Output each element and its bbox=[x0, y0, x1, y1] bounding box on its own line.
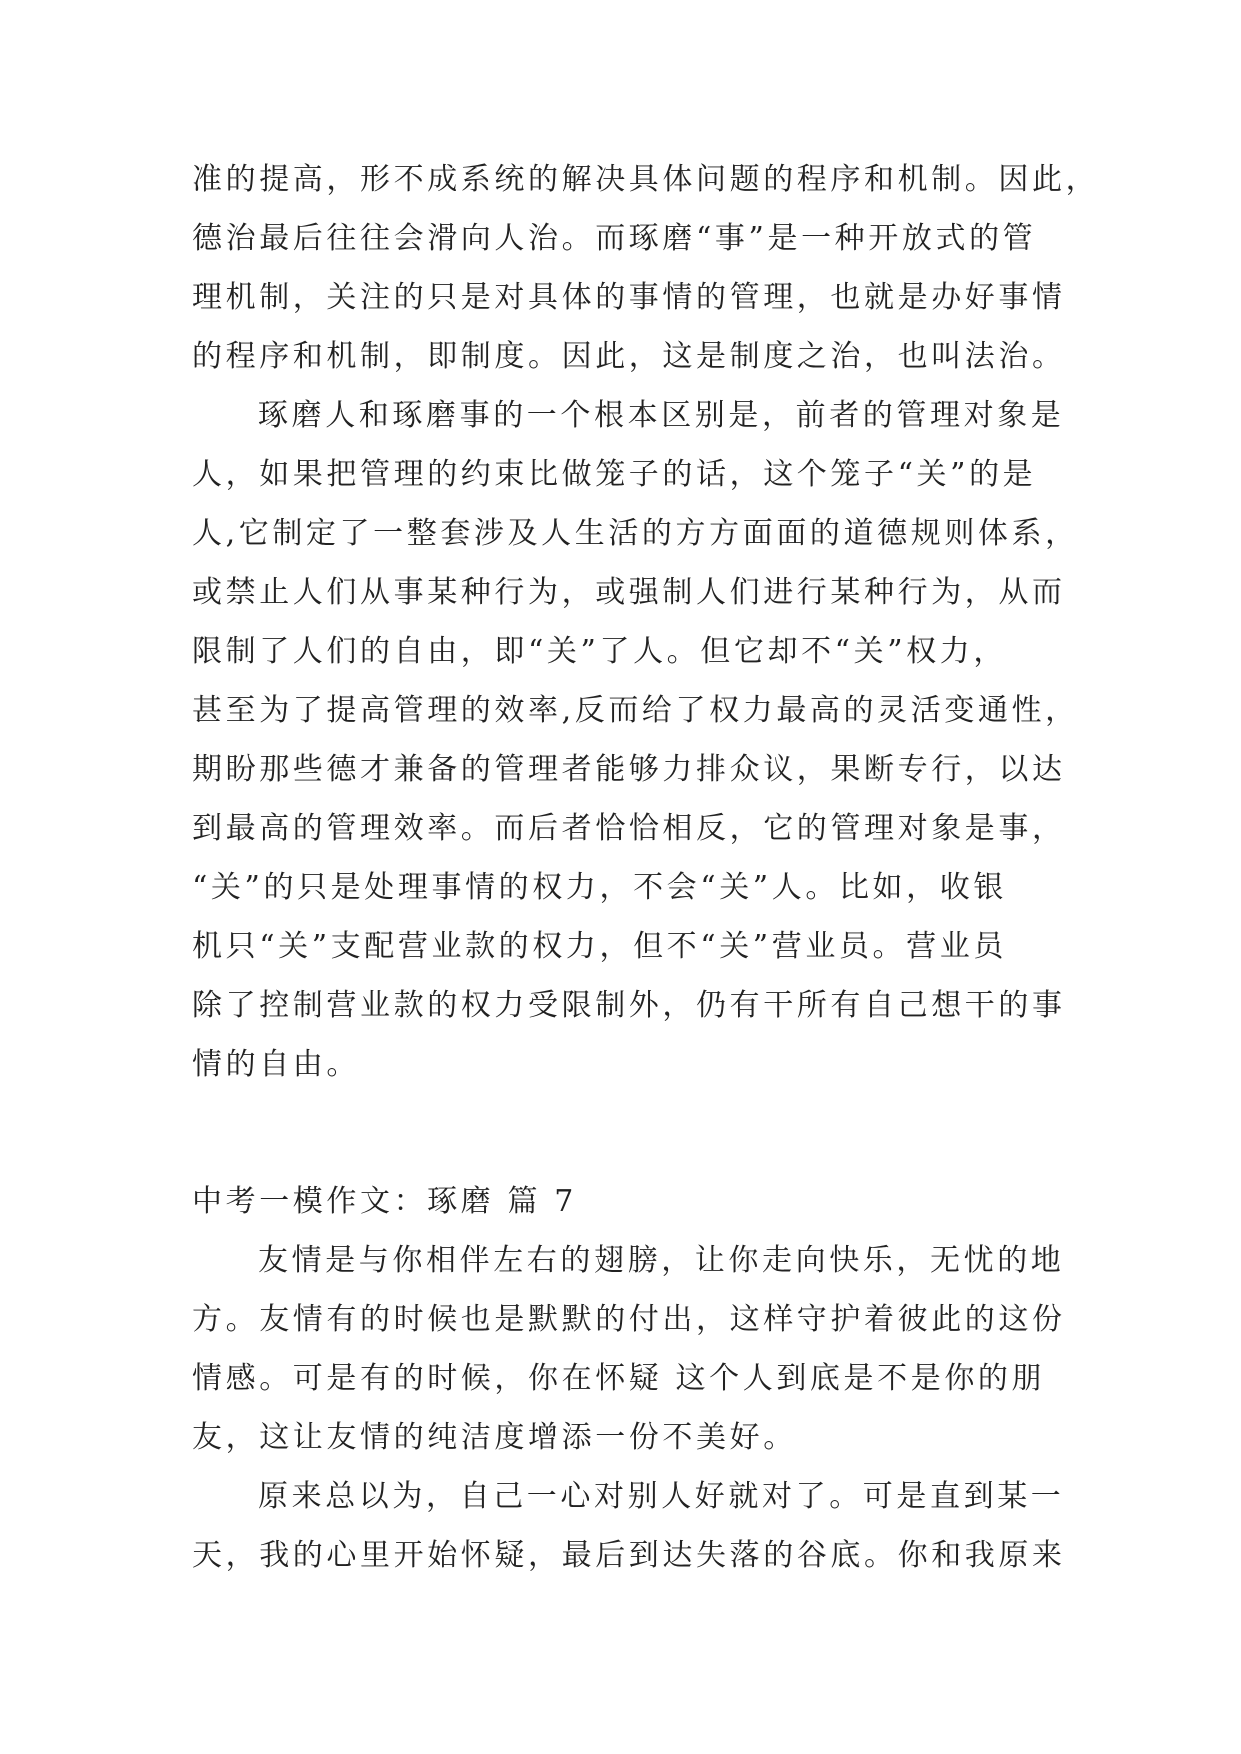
text-line: 情感。可是有的时候，你在怀疑 这个人到底是不是你的朋 bbox=[192, 1361, 1046, 1396]
text-line: 友，这让友情的纯洁度增添一份不美好。 bbox=[192, 1420, 797, 1455]
text-line: 方。友情有的时候也是默默的付出，这样守护着彼此的这份 bbox=[192, 1302, 1066, 1337]
essay-section-7 bbox=[192, 1172, 1066, 1585]
text-line: 甚至为了提高管理的效率,反而给了权力最高的灵活变通性， bbox=[192, 693, 1079, 728]
text-line: 琢磨人和琢磨事的一个根本区别是，前者的管理对象是 bbox=[258, 398, 1065, 433]
text-line: 德治最后往往会滑向人治。而琢磨“事”是一种开放式的管 bbox=[192, 221, 1037, 256]
text-line: 到最高的管理效率。而后者恰恰相反，它的管理对象是事， bbox=[192, 811, 1066, 846]
text-line: 天，我的心里开始怀疑，最后到达失落的谷底。你和我原来 bbox=[192, 1538, 1066, 1573]
section-gap bbox=[192, 1094, 1052, 1172]
text-line: 原来总以为，自己一心对别人好就对了。可是直到某一 bbox=[258, 1479, 1065, 1514]
text-line: 期盼那些德才兼备的管理者能够力排众议，果断专行，以达 bbox=[192, 752, 1066, 787]
text-line: 友情是与你相伴左右的翅膀，让你走向快乐，无忧的地 bbox=[258, 1243, 1065, 1278]
text-line: 人,它制定了一整套涉及人生活的方方面面的道德规则体系， bbox=[192, 516, 1079, 551]
text-line: 理机制，关注的只是对具体的事情的管理，也就是办好事情 bbox=[192, 280, 1066, 315]
text-line: 人，如果把管理的约束比做笼子的话，这个笼子“关”的是 bbox=[192, 457, 1037, 492]
essay-continuation bbox=[192, 150, 1100, 1094]
text-line: “关”的只是处理事情的权力，不会“关”人。比如，收银 bbox=[192, 870, 1007, 905]
text-line: 或禁止人们从事某种行为，或强制人们进行某种行为，从而 bbox=[192, 575, 1066, 610]
text-line: 的程序和机制，即制度。因此，这是制度之治，也叫法治。 bbox=[192, 339, 1066, 374]
text-line: 情的自由。 bbox=[192, 1047, 360, 1082]
text-line: 准的提高，形不成系统的解决具体问题的程序和机制。因此， bbox=[192, 162, 1100, 197]
document-page bbox=[192, 150, 1100, 1585]
text-line: 除了控制营业款的权力受限制外，仍有干所有自己想干的事 bbox=[192, 988, 1066, 1023]
text-line: 限制了人们的自由，即“关”了人。但它却不“关”权力， bbox=[192, 634, 1007, 669]
text-line: 机只“关”支配营业款的权力，但不“关”营业员。营业员 bbox=[192, 929, 1007, 964]
section-heading: 中考一模作文：琢磨 篇 7 bbox=[192, 1184, 577, 1219]
